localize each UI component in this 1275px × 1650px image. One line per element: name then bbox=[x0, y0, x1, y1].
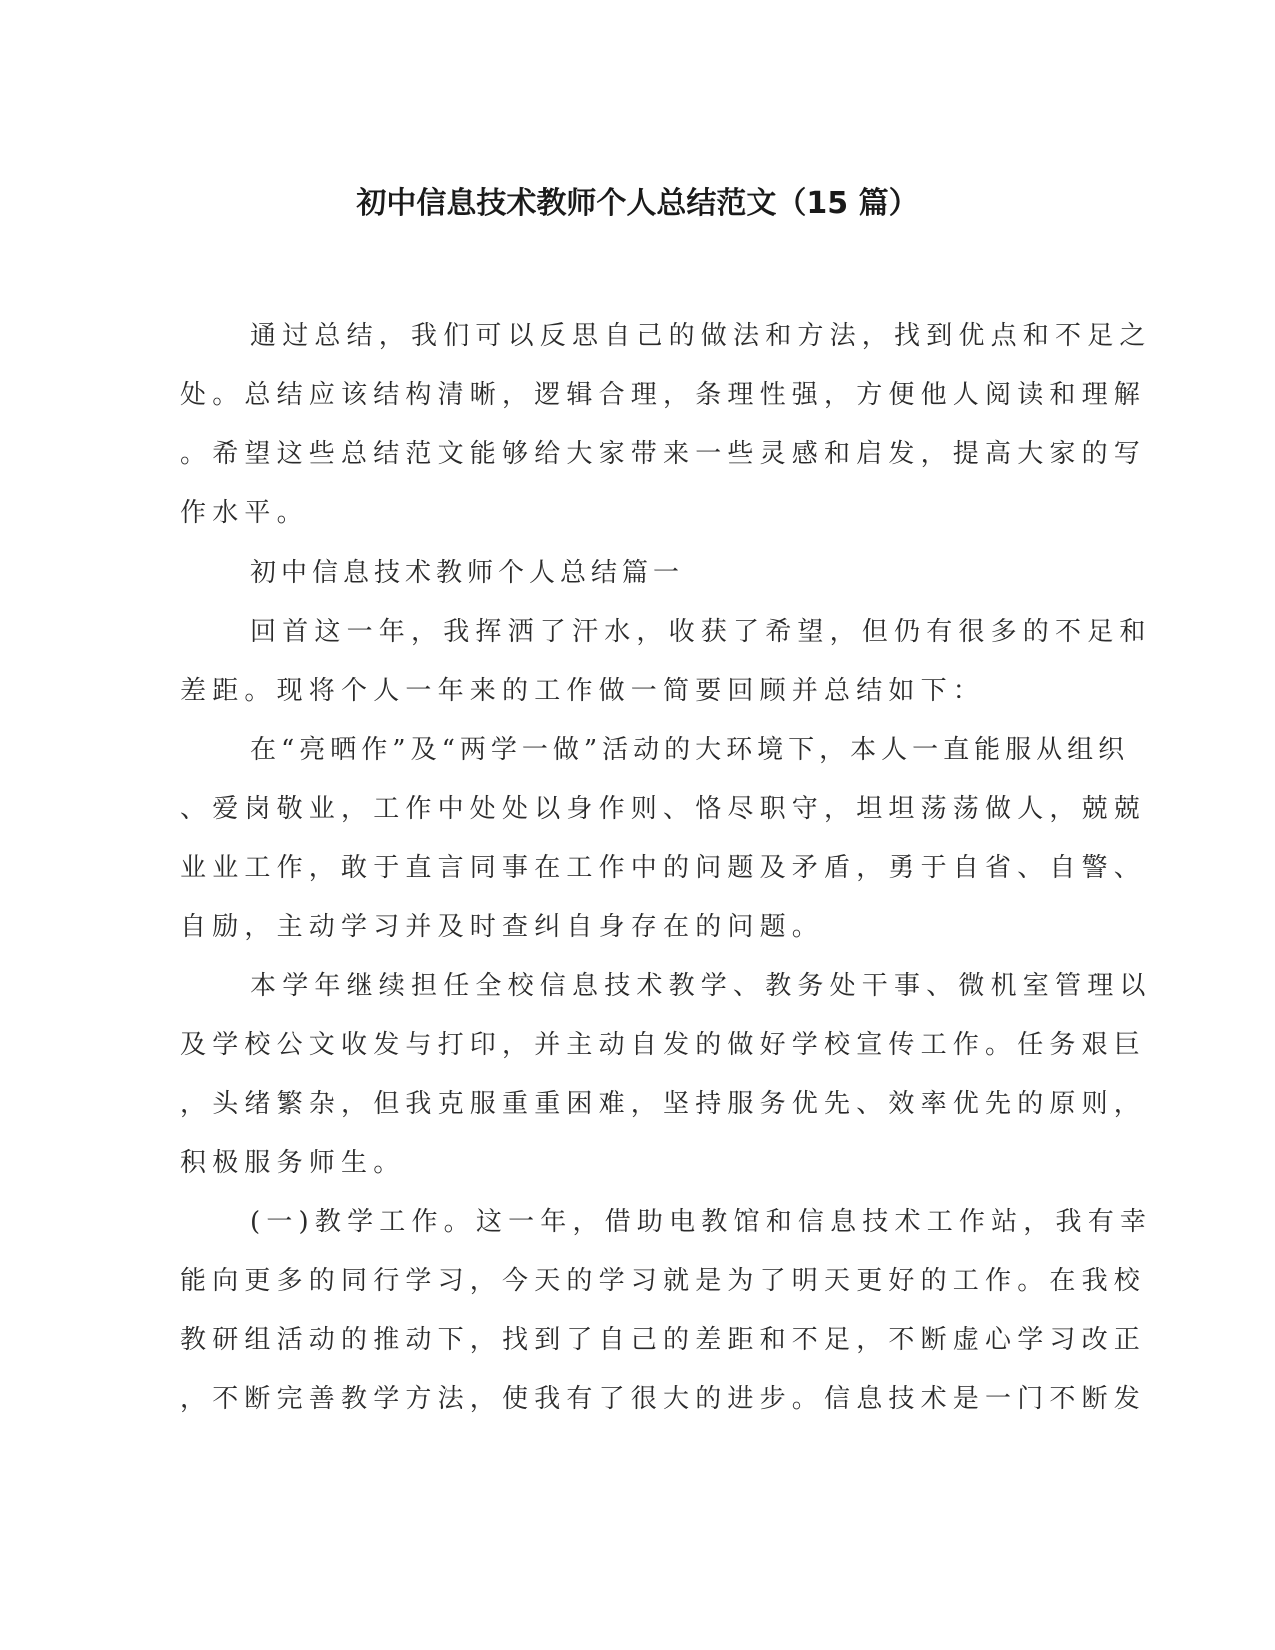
paragraph-line: 。希望这些总结范文能够给大家带来一些灵感和启发，提高大家的写 bbox=[180, 439, 1147, 469]
paragraph-line: 在“亮晒作”及“两学一做”活动的大环境下，本人一直能服从组织 bbox=[250, 735, 1130, 765]
section-heading: 初中信息技术教师个人总结篇一 bbox=[250, 558, 685, 588]
paragraph-line: 处。总结应该结构清晰，逻辑合理，条理性强，方便他人阅读和理解 bbox=[180, 380, 1147, 410]
paragraph-line: 教研组活动的推动下，找到了自己的差距和不足，不断虚心学习改正 bbox=[180, 1325, 1147, 1355]
paragraph-line: ，头绪繁杂，但我克服重重困难，坚持服务优先、效率优先的原则， bbox=[180, 1089, 1147, 1119]
paragraph-line: 积极服务师生。 bbox=[180, 1148, 406, 1178]
paragraph-line: 自励，主动学习并及时查纠自身存在的问题。 bbox=[180, 912, 825, 942]
paragraph-line: 回首这一年，我挥洒了汗水，收获了希望，但仍有很多的不足和 bbox=[250, 617, 1152, 647]
paragraph-line: ，不断完善教学方法，使我有了很大的进步。信息技术是一门不断发 bbox=[180, 1384, 1147, 1414]
paragraph-line: 能向更多的同行学习，今天的学习就是为了明天更好的工作。在我校 bbox=[180, 1266, 1147, 1296]
paragraph-line: 及学校公文收发与打印，并主动自发的做好学校宣传工作。任务艰巨 bbox=[180, 1030, 1147, 1060]
paragraph-line: 作水平。 bbox=[180, 498, 309, 528]
paragraph-line: (一)教学工作。这一年，借助电教馆和信息技术工作站，我有幸 bbox=[250, 1207, 1153, 1237]
paragraph-line: 通过总结，我们可以反思自己的做法和方法，找到优点和不足之 bbox=[250, 321, 1152, 351]
paragraph-line: 本学年继续担任全校信息技术教学、教务处干事、微机室管理以 bbox=[250, 971, 1152, 1001]
document-title: 初中信息技术教师个人总结范文（15 篇） bbox=[356, 186, 919, 221]
paragraph-line: 差距。现将个人一年来的工作做一简要回顾并总结如下： bbox=[180, 676, 986, 706]
paragraph-line: 业业工作，敢于直言同事在工作中的问题及矛盾，勇于自省、自警、 bbox=[180, 853, 1147, 883]
paragraph-line: 、爱岗敬业，工作中处处以身作则、恪尽职守，坦坦荡荡做人，兢兢 bbox=[180, 794, 1147, 824]
